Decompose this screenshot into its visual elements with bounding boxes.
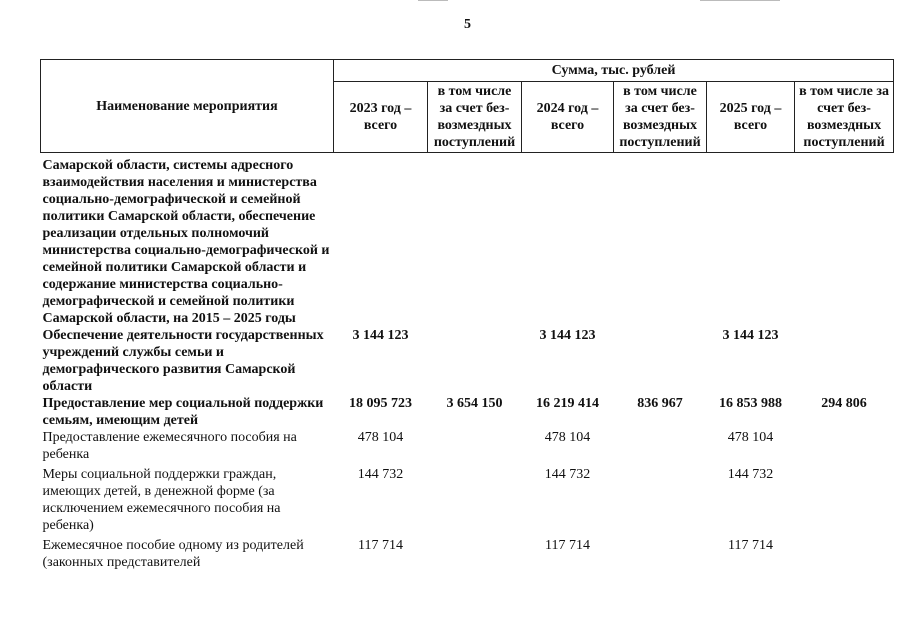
cell-2023-total: 144 732 — [357, 467, 404, 482]
cell-2023-gratuitous — [428, 534, 522, 571]
table-row — [41, 463, 894, 534]
row-name: Предоставление ежемесячного пособия на ребенка — [42, 430, 297, 462]
scan-edge-mark — [700, 0, 780, 1]
cell-2025-gratuitous — [795, 534, 894, 571]
header-name-column: Наименование мероприятия — [41, 60, 334, 153]
header-sum-group: Сумма, тыс. рублей — [334, 60, 894, 82]
cell-2023-total: 3 144 123 — [352, 328, 409, 343]
row-name: Предоставление мер социальной поддержки семьям, имеющим детей — [42, 396, 324, 428]
header-col-2023-gratuitous: в том числе за счет без-возмездных поступлений — [428, 82, 522, 153]
cell-2024-total: 144 732 — [544, 467, 591, 482]
cell-2025-total: 144 732 — [727, 467, 774, 482]
cell-2025-total: 117 714 — [728, 538, 773, 553]
row-name: Ежемесячное пособие одному из родителей (законных представителей — [42, 538, 304, 570]
cell-2023-gratuitous — [428, 463, 522, 534]
cell-2025-gratuitous — [795, 429, 894, 463]
cell-2024-gratuitous — [614, 429, 707, 463]
cell-2023-gratuitous — [428, 153, 522, 328]
cell-2023-gratuitous — [428, 429, 522, 463]
cell-2025-gratuitous — [795, 463, 894, 534]
table-row — [41, 395, 894, 429]
cell-2024-total: 117 714 — [545, 538, 590, 553]
cell-2024-total: 16 219 414 — [536, 396, 599, 411]
header-row-group — [41, 60, 894, 82]
header-col-2024-gratuitous: в том числе за счет без-возмездных поступлений — [614, 82, 707, 153]
cell-2023-total: 18 095 723 — [349, 396, 412, 411]
cell-2024-gratuitous — [614, 463, 707, 534]
cell-2025-total: 478 104 — [727, 430, 774, 445]
table-row — [41, 429, 894, 463]
cell-2023-gratuitous — [428, 327, 522, 395]
cell-2024-gratuitous: 836 967 — [637, 396, 683, 411]
cell-2024-gratuitous — [614, 327, 707, 395]
header-col-2025-gratuitous: в том числе за счет без-возмездных поступлений — [795, 82, 894, 153]
cell-2025-total: 16 853 988 — [719, 396, 782, 411]
budget-table — [40, 59, 894, 571]
row-name: Самарской области, системы адресного взаимодействия населения и министерства социально-демографической и семейной политики Самарской области, обеспечение реализации отдельных полномочий министерства социально-демографической и семейной политики Самарской области и содержание министерства социально-демографической и семейной политики Самарской области, на 2015 – 2025 годы — [42, 158, 330, 326]
row-name: Меры социальной поддержки граждан, имеющих детей, в денежной форме (за исключением ежемесячного пособия на ребенка) — [42, 467, 281, 533]
cell-2023-total: 117 714 — [358, 538, 403, 553]
table-row — [41, 534, 894, 571]
cell-2024-total: 478 104 — [544, 430, 591, 445]
cell-2025-total: 3 144 123 — [722, 328, 779, 343]
table-row — [41, 327, 894, 395]
cell-2023-gratuitous: 3 654 150 — [446, 396, 503, 411]
cell-2025-gratuitous: 294 806 — [821, 396, 867, 411]
cell-2023-total — [334, 153, 428, 328]
cell-2024-gratuitous — [614, 153, 707, 328]
scan-edge-mark — [418, 0, 448, 1]
header-col-2025-total: 2025 год – всего — [707, 82, 795, 153]
cell-2025-gratuitous — [795, 327, 894, 395]
cell-2024-total — [522, 153, 614, 328]
cell-2024-total: 3 144 123 — [539, 328, 596, 343]
table-row — [41, 153, 894, 328]
cell-2024-gratuitous — [614, 534, 707, 571]
cell-2023-total: 478 104 — [357, 430, 404, 445]
page-number: 5 — [464, 17, 471, 32]
header-col-2024-total: 2024 год – всего — [522, 82, 614, 153]
cell-2025-total — [707, 153, 795, 328]
cell-2025-gratuitous — [795, 153, 894, 328]
header-col-2023-total: 2023 год – всего — [334, 82, 428, 153]
row-name: Обеспечение деятельности государственных учреждений службы семьи и демографического развития Самарской области — [42, 328, 324, 394]
